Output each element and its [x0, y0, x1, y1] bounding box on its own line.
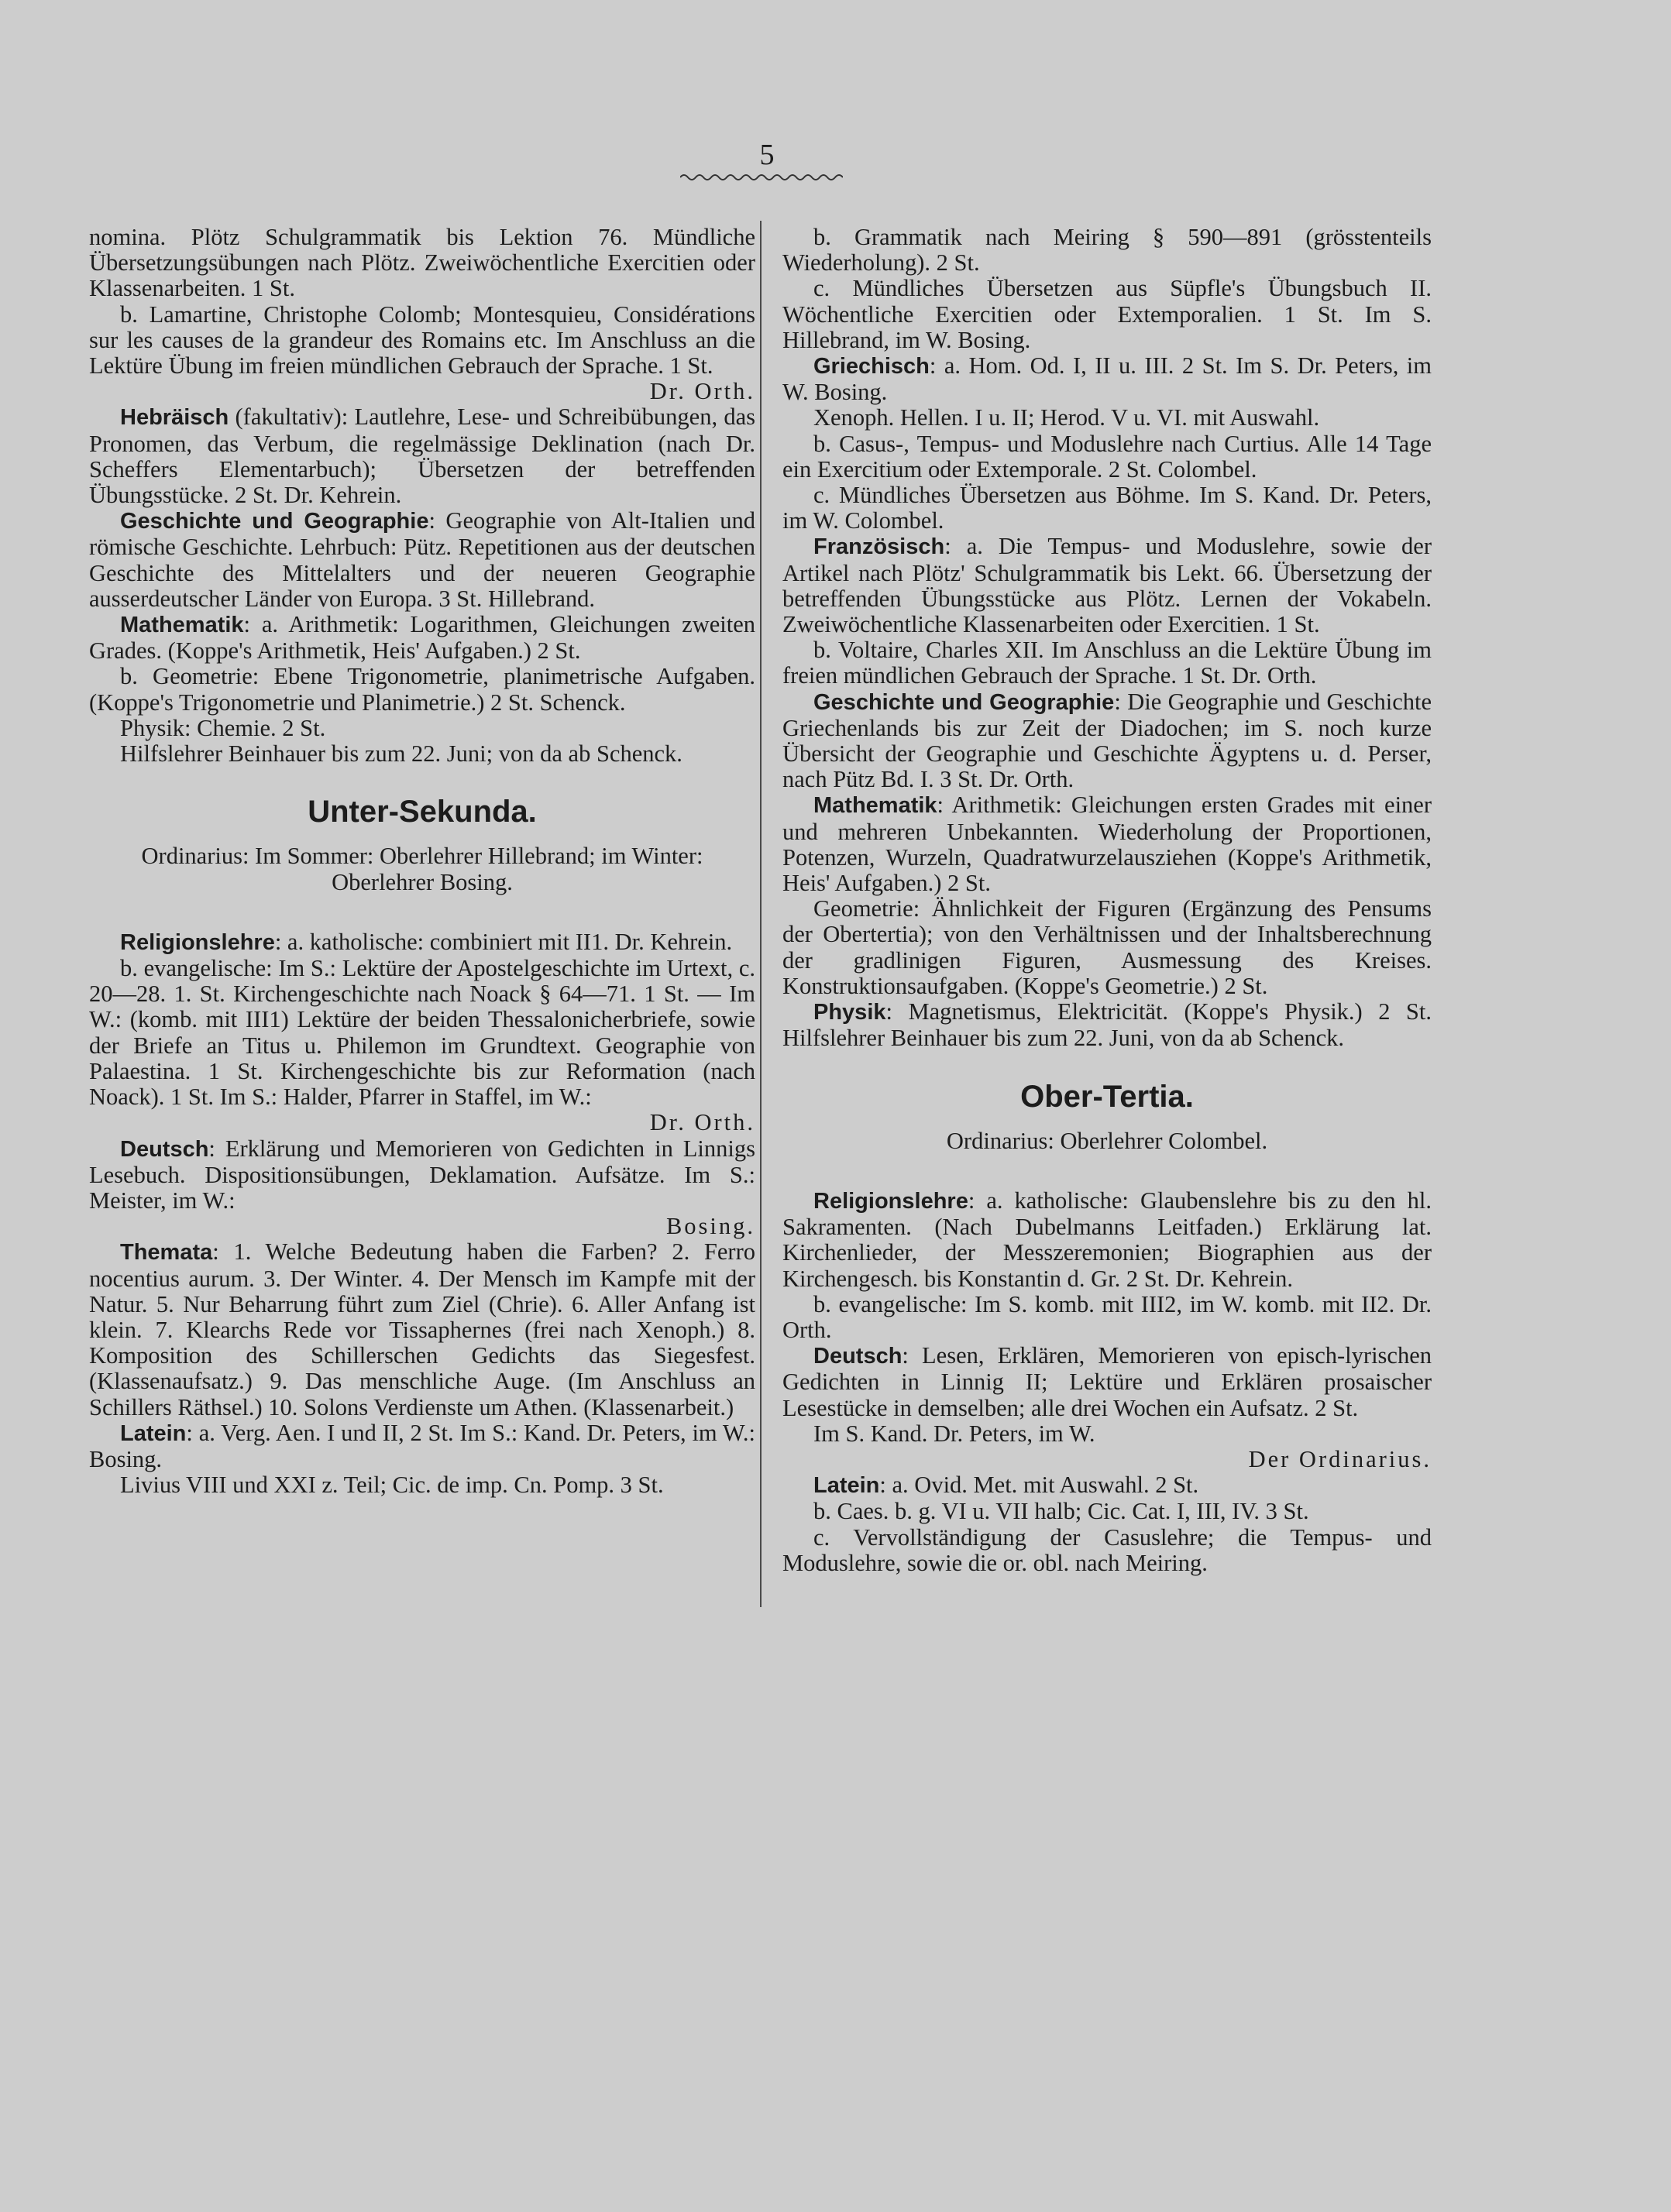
paragraph	[782, 353, 1432, 405]
paragraph	[89, 302, 755, 380]
paragraph	[782, 1343, 1432, 1421]
paragraph	[89, 1136, 755, 1214]
paragraph	[89, 929, 755, 956]
paragraph	[782, 1525, 1432, 1576]
paragraph-text: : a. katholische: combiniert mit II1. Dr. Kehrein.	[274, 928, 733, 955]
paragraph	[782, 534, 1432, 637]
subject-label: Griechisch	[813, 354, 930, 380]
paragraph	[782, 1499, 1432, 1524]
paragraph-text: : Erklärung und Memorieren von Gedichten in Linnigs Lesebuch. Dispositionsübungen, Deklamation. Aufsätze. Im S.: Meister, im W.:	[89, 1135, 755, 1214]
paragraph-text: c. Mündliches Übersetzen aus Süpfle's Übungsbuch II. Wöchentliche Exercitien oder Extemporalien. 1 St. Im S. Hillebrand, im W. Bosing.	[782, 275, 1432, 353]
paragraph-text: Geometrie: Ähnlichkeit der Figuren (Ergänzung des Pensums der Obertertia); von den Verhältnissen und der Inhaltsberechnung der gradlinigen Figuren, Ausmessung des Kreises. Konstruktionsaufgaben. (Koppe's Geometrie.) 2 St.	[782, 895, 1432, 999]
paragraph	[89, 1472, 755, 1498]
paragraph-text: : a. Verg. Aen. I und II, 2 St. Im S.: Kand. Dr. Peters, im W.: Bosing.	[89, 1419, 755, 1472]
page-number: 5	[759, 139, 775, 171]
paragraph-text: Der Ordinarius.	[1248, 1445, 1432, 1472]
paragraph-text: Ordinarius: Im Sommer: Oberlehrer Hillebrand; im Winter: Oberlehrer Bosing.	[141, 843, 703, 895]
paragraph	[89, 612, 755, 664]
paragraph-text: Hilfslehrer Beinhauer bis zum 22. Juni; von da ab Schenck.	[120, 740, 682, 768]
paragraph-text: Dr. Orth.	[649, 378, 755, 405]
paragraph-text: : Magnetismus, Elektricität. (Koppe's Physik.) 2 St. Hilfslehrer Beinhauer bis zum 22. Juni, von da ab Schenck.	[782, 998, 1432, 1052]
paragraph-text: b. Casus-, Tempus- und Moduslehre nach Curtius. Alle 14 Tage ein Exercitium oder Extemporale. 2 St. Colombel.	[782, 430, 1432, 483]
paragraph-text: Bosing.	[665, 1213, 755, 1240]
paragraph-text: : 1. Welche Bedeutung haben die Farben? 2. Ferro nocentius aurum. 3. Der Winter. 4. Der Mensch im Kampfe mit der Natur. 5. Nur Beharrung führt zum Ziel (Chrie). 6. Aller Anfang ist klein. 7. Klearchs Rede vor Tissaphernes (frei nach Xenoph.) 8. Komposition des Schillerschen Gedichts das Siegesfest. (Klassenaufsatz.) 9. Das menschliche Auge. (Im Anschluss an Schillers Räthsel.) 10. Solons Verdienste um Athen. (Klassenarbeit.)	[89, 1238, 755, 1420]
paragraph	[89, 404, 755, 508]
subject-label: Geschichte und Geographie	[813, 689, 1115, 715]
paragraph-text: : a. katholische: Glaubenslehre bis zu den hl. Sakramenten. (Nach Dubelmanns Leitfaden.) Erklärung lat. Kirchenlieder, der Messzeremonien; Biographien aus der Kirchengesch. bis Konstantin d. Gr. 2 St. Dr. Kehrein.	[782, 1187, 1432, 1292]
paragraph-text: : a. Ovid. Met. mit Auswahl. 2 St.	[879, 1472, 1199, 1499]
subject-label: Latein	[120, 1420, 187, 1446]
paragraph-text: Livius VIII und XXI z. Teil; Cic. de imp. Cn. Pomp. 3 St.	[120, 1472, 664, 1499]
paragraph-text: (fakultativ): Lautlehre, Lese- und Schreibübungen, das Pronomen, das Verbum, die regelmässige Deklination (nach Dr. Scheffers Elementarbuch); Übersetzen der betreffenden Übungsstücke. 2 St. Dr. Kehrein.	[89, 404, 755, 509]
paragraph-text: b. evangelische: Im S. komb. mit III2, im W. komb. mit II2. Dr. Orth.	[782, 1290, 1432, 1343]
paragraph-text: c. Vervollständigung der Casuslehre; die Tempus- und Moduslehre, sowie die or. obl. nach Meiring.	[782, 1523, 1432, 1576]
paragraph-text: b. Geometrie: Ebene Trigonometrie, planimetrische Aufgaben. (Koppe's Trigonometrie und Planimetrie.) 2 St. Schenck.	[89, 663, 755, 716]
paragraph-text: Ordinarius: Oberlehrer Colombel.	[946, 1127, 1268, 1154]
subject-label: Religionslehre	[813, 1188, 968, 1214]
paragraph	[89, 664, 755, 715]
paragraph	[89, 956, 755, 1110]
paragraph-text: : Lesen, Erklären, Memorieren von episch-lyrischen Gedichten in Linnig II; Lektüre und Erklären prosaischer Lesestücke in demselben; alle drei Wochen ein Aufsatz. 2 St.	[782, 1342, 1432, 1421]
paragraph	[782, 1292, 1432, 1343]
paragraph	[782, 792, 1432, 896]
paragraph	[782, 431, 1432, 483]
ordinarius-line	[89, 843, 755, 895]
paragraph-text: : a. Arithmetik: Logarithmen, Gleichungen zweiten Grades. (Koppe's Arithmetik, Heis' Aufgaben.) 2 St.	[89, 611, 755, 665]
subject-label: Geschichte und Geographie	[120, 509, 429, 534]
paragraph	[782, 999, 1432, 1051]
subject-label: Mathematik	[813, 793, 937, 819]
subject-label: Hebräisch	[120, 405, 229, 431]
paragraph-text: nomina. Plötz Schulgrammatik bis Lektion 76. Mündliche Übersetzungsübungen nach Plötz. Zweiwöchentliche Exercitien oder Klassenarbeiten. 1 St.	[89, 224, 755, 302]
paragraph	[782, 225, 1432, 276]
paragraph	[89, 716, 755, 741]
subject-label: Deutsch	[120, 1136, 209, 1162]
paragraph-text: Unter-Sekunda.	[308, 795, 537, 830]
paragraph	[782, 689, 1432, 793]
paragraph-text: : Arithmetik: Gleichungen ersten Grades mit einer und mehreren Unbekannten. Wiederholung der Proportionen, Potenzen, Wurzeln, Quadratwurzelausziehen (Koppe's Arithmetik, Heis' Aufgaben.) 2 St.	[782, 792, 1432, 897]
paragraph	[782, 405, 1432, 431]
column-divider	[760, 221, 762, 1607]
paragraph-text: Im S. Kand. Dr. Peters, im W.	[813, 1420, 1095, 1447]
spacer	[782, 1168, 1432, 1188]
subject-label: Religionslehre	[120, 929, 275, 955]
paragraph	[782, 896, 1432, 999]
right-column	[782, 225, 1432, 1576]
section-heading	[89, 795, 755, 830]
paragraph-text: : a. Die Tempus- und Moduslehre, sowie der Artikel nach Plötz' Schulgrammatik bis Lekt. 66. Übersetzung der betreffenden Übungsstücke aus Plötz. Lernen der Vokabeln. Zweiwöchentliche Klassenarbeiten oder Exercitien. 1 St.	[782, 533, 1432, 638]
paragraph	[782, 1447, 1432, 1472]
ornament-squiggle	[680, 172, 843, 183]
paragraph	[89, 379, 755, 404]
paragraph-text: : a. Hom. Od. I, II u. III. 2 St. Im S. Dr. Peters, im W. Bosing.	[782, 352, 1432, 406]
paragraph-text: b. Voltaire, Charles XII. Im Anschluss an die Lektüre Übung im freien mündlichen Gebrauch der Sprache. 1 St. Dr. Orth.	[782, 637, 1432, 689]
paragraph-text: b. Caes. b. g. VI u. VII halb; Cic. Cat. I, III, IV. 3 St.	[813, 1498, 1309, 1525]
subject-label: Latein	[813, 1473, 880, 1499]
paragraph	[782, 1472, 1432, 1499]
subject-label: Französisch	[813, 534, 945, 560]
paragraph-text: : Die Geographie und Geschichte Griechenlands bis zur Zeit der Diadochen; im S. noch kurze Übersicht der Geographie und Geschichte Ägyptens u. d. Perser, nach Pütz Bd. I. 3 St. Dr. Orth.	[782, 688, 1432, 793]
subject-label: Physik	[813, 1000, 886, 1025]
spacer	[89, 909, 755, 929]
paragraph-text: b. Lamartine, Christophe Colomb; Montesquieu, Considérations sur les causes de la grandeur des Romains etc. Im Anschluss an die Lektüre Übung im freien mündlichen Gebrauch der Sprache. 1 St.	[89, 301, 755, 380]
left-column	[89, 225, 755, 1498]
paragraph	[782, 276, 1432, 353]
paragraph	[89, 1420, 755, 1472]
subject-label: Deutsch	[813, 1344, 903, 1369]
ordinarius-line	[782, 1128, 1432, 1154]
paragraph-text: Dr. Orth.	[649, 1109, 755, 1136]
paragraph-text: Physik: Chemie. 2 St.	[120, 714, 326, 741]
paragraph	[89, 1239, 755, 1420]
paragraph	[89, 741, 755, 767]
subject-label: Themata	[120, 1240, 213, 1266]
paragraph	[89, 225, 755, 302]
paragraph-text: b. evangelische: Im S.: Lektüre der Apostelgeschichte im Urtext, c. 20—28. 1. St. Kirchengeschichte nach Noack § 64—71. 1 St. — Im W.: (komb. mit III1) Lektüre der beiden Thessalonicherbriefe, sowie der Briefe an Titus u. Philemon im Grundtext. Geographie von Palaestina. 1 St. Kirchengeschichte bis zur Reformation (nach Noack). 1 St. Im S.: Halder, Pfarrer in Staffel, im W.:	[89, 955, 755, 1111]
paragraph-text: b. Grammatik nach Meiring § 590—891 (grösstenteils Wiederholung). 2 St.	[782, 224, 1432, 276]
paragraph	[89, 508, 755, 612]
paragraph	[782, 483, 1432, 534]
paragraph	[782, 1188, 1432, 1292]
paragraph-text: : Geographie von Alt-Italien und römische Geschichte. Lehrbuch: Pütz. Repetitionen aus der deutschen Geschichte des Mittelalters und der neueren Geographie ausserdeutscher Länder von Europa. 3 St. Hillebrand.	[89, 507, 755, 612]
section-heading	[782, 1079, 1432, 1114]
paragraph-text: c. Mündliches Übersetzen aus Böhme. Im S. Kand. Dr. Peters, im W. Colombel.	[782, 482, 1432, 534]
paragraph	[89, 1214, 755, 1239]
paragraph	[782, 637, 1432, 689]
paragraph-text: Ober-Tertia.	[1020, 1079, 1194, 1114]
paragraph	[89, 1110, 755, 1135]
subject-label: Mathematik	[120, 613, 244, 638]
paragraph-text: Xenoph. Hellen. I u. II; Herod. V u. VI. mit Auswahl.	[813, 404, 1320, 431]
paragraph	[782, 1421, 1432, 1447]
